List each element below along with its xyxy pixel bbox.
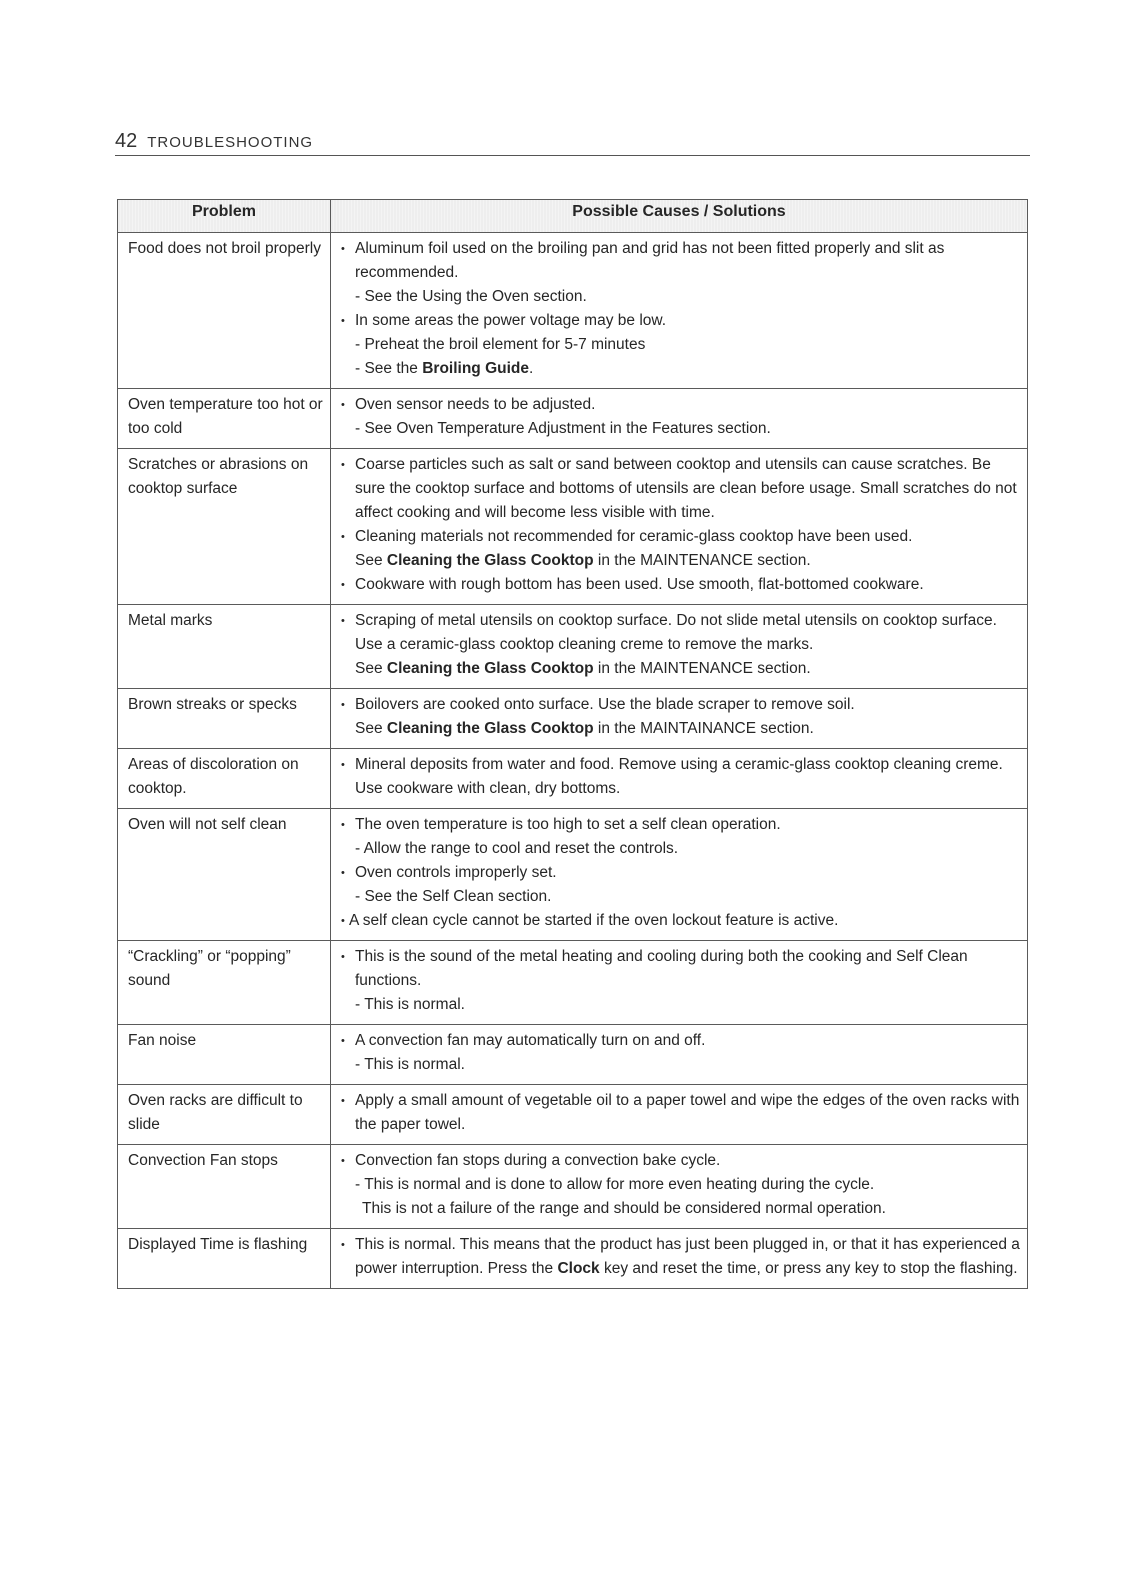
cause-item: • The oven temperature is too high to set a self clean operation. (341, 813, 1021, 837)
problem-cell: Metal marks (118, 605, 331, 689)
solution-cell (331, 1145, 1028, 1229)
reference-broiling-guide: Broiling Guide (422, 360, 529, 377)
page-header (115, 130, 1030, 156)
problem-cell: Scratches or abrasions on cooktop surface (118, 449, 331, 605)
solution-step: - Preheat the broil element for 5-7 minutes (355, 336, 646, 353)
reference-line: See Cleaning the Glass Cooktop in the MAINTENANCE section. (355, 660, 811, 677)
table-row (118, 749, 1028, 809)
problem-cell: Oven racks are difficult to slide (118, 1085, 331, 1145)
cause-item: • Aluminum foil used on the broiling pan and grid has not been fitted properly and slit as recommended. (341, 237, 1021, 285)
column-header-solutions: Possible Causes / Solutions (331, 200, 1028, 233)
cause-item: • Scraping of metal utensils on cooktop surface. Do not slide metal utensils on cooktop surface. Use a ceramic-glass cooktop cleaning creme to remove the marks. (341, 609, 1021, 657)
cause-item: • Oven sensor needs to be adjusted. (341, 393, 1021, 417)
cause-item: • This is normal. This means that the product has just been plugged in, or that it has experienced a power interruption. Press the Clock key and reset the time, or press any key to stop the flashing. (341, 1233, 1021, 1281)
cause-item: • A convection fan may automatically turn on and off. (341, 1029, 1021, 1053)
table-row (118, 1229, 1028, 1289)
solution-cell (331, 605, 1028, 689)
reference-cleaning-glass-cooktop: Cleaning the Glass Cooktop (386, 660, 594, 677)
reference-cleaning-glass-cooktop: Cleaning the Glass Cooktop (386, 720, 594, 737)
clock-key-reference: Clock (557, 1260, 600, 1277)
table-row (118, 809, 1028, 941)
solution-cell (331, 449, 1028, 605)
cause-item: • This is the sound of the metal heating and cooling during both the cooking and Self Clean functions. (341, 945, 1021, 993)
solution-cell (331, 689, 1028, 749)
page-number: 42 (115, 130, 138, 152)
solution-step: - See the Broiling Guide. (355, 360, 534, 377)
section-title: TROUBLESHOOTING (147, 134, 314, 151)
cause-item: • Oven controls improperly set. (341, 861, 1021, 885)
solution-cell (331, 1025, 1028, 1085)
problem-cell: Oven will not self clean (118, 809, 331, 941)
solution-cell (331, 233, 1028, 389)
solution-step: - See the Self Clean section. (355, 888, 552, 905)
cause-item: • Mineral deposits from water and food. Remove using a ceramic-glass cooktop cleaning creme. Use cookware with clean, dry bottoms. (341, 753, 1021, 801)
solution-step: This is not a failure of the range and should be considered normal operation. (362, 1200, 886, 1217)
solution-step: - Allow the range to cool and reset the controls. (355, 840, 679, 857)
problem-cell: “Crackling” or “popping” sound (118, 941, 331, 1025)
reference-line: See Cleaning the Glass Cooktop in the MAINTENANCE section. (355, 552, 811, 569)
cause-item: • Convection fan stops during a convection bake cycle. (341, 1149, 1021, 1173)
table-row (118, 1085, 1028, 1145)
table-row (118, 389, 1028, 449)
problem-cell: Oven temperature too hot or too cold (118, 389, 331, 449)
reference-line: See Cleaning the Glass Cooktop in the MAINTAINANCE section. (355, 720, 814, 737)
table-row (118, 689, 1028, 749)
troubleshooting-table (117, 199, 1028, 1289)
cause-item: • Boilovers are cooked onto surface. Use the blade scraper to remove soil. (341, 693, 1021, 717)
reference-cleaning-glass-cooktop: Cleaning the Glass Cooktop (386, 552, 594, 569)
table-row (118, 1145, 1028, 1229)
solution-cell (331, 749, 1028, 809)
problem-cell: Displayed Time is flashing (118, 1229, 331, 1289)
problem-cell: Convection Fan stops (118, 1145, 331, 1229)
solution-step: - See the Using the Oven section. (355, 288, 587, 305)
column-header-problem: Problem (118, 200, 331, 233)
solution-cell (331, 809, 1028, 941)
solution-cell (331, 389, 1028, 449)
problem-cell: Food does not broil properly (118, 233, 331, 389)
table-row (118, 233, 1028, 389)
table-row (118, 1025, 1028, 1085)
cause-item: • Cleaning materials not recommended for ceramic-glass cooktop have been used. (341, 525, 1021, 549)
solution-cell (331, 941, 1028, 1025)
table-row (118, 605, 1028, 689)
cause-item: • Coarse particles such as salt or sand between cooktop and utensils can cause scratches. Be sure the cooktop surface and bottoms of utensils are clean before usage. Small scratches do not affect cooking and will become less visible with time. (341, 453, 1021, 525)
solution-step: - This is normal and is done to allow for more even heating during the cycle. (355, 1176, 875, 1193)
cause-item: • Cookware with rough bottom has been used. Use smooth, flat-bottomed cookware. (341, 573, 1021, 597)
solution-cell (331, 1085, 1028, 1145)
table-row (118, 941, 1028, 1025)
cause-item: • A self clean cycle cannot be started if the oven lockout feature is active. (341, 909, 1021, 933)
cause-item: • In some areas the power voltage may be low. (341, 309, 1021, 333)
table-header-row (118, 200, 1028, 233)
table-row (118, 449, 1028, 605)
solution-cell (331, 1229, 1028, 1289)
cause-item: • Apply a small amount of vegetable oil to a paper towel and wipe the edges of the oven racks with the paper towel. (341, 1089, 1021, 1137)
solution-step: - This is normal. (355, 1056, 465, 1073)
solution-step: - This is normal. (355, 996, 465, 1013)
solution-step: - See Oven Temperature Adjustment in the Features section. (355, 420, 771, 437)
problem-cell: Fan noise (118, 1025, 331, 1085)
problem-cell: Brown streaks or specks (118, 689, 331, 749)
problem-cell: Areas of discoloration on cooktop. (118, 749, 331, 809)
